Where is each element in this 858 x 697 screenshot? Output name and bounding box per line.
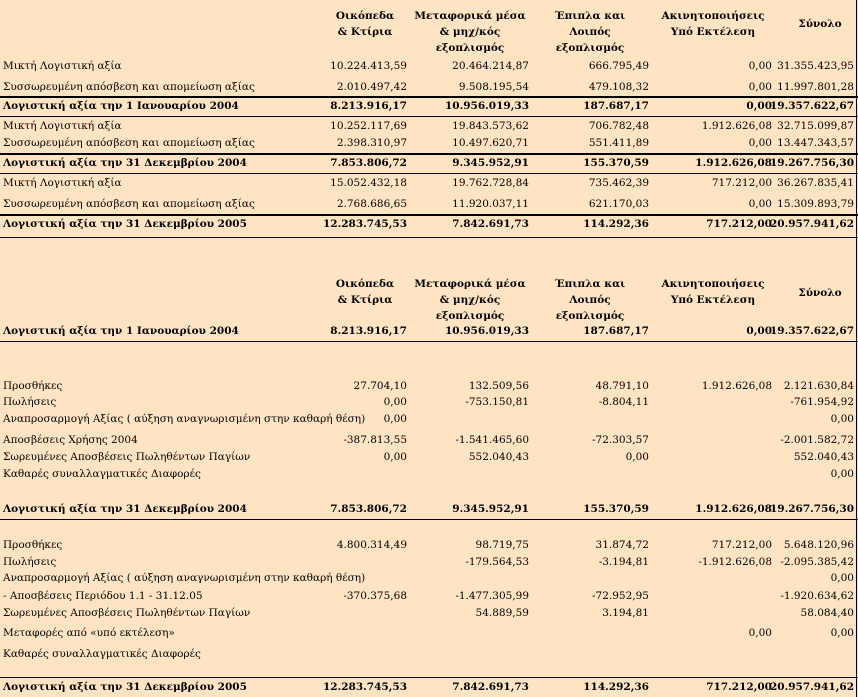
cell-value: 479.108,32 [588, 81, 649, 93]
cell-value: 4.800.314,49 [336, 539, 407, 551]
cell-value: -8.804,11 [598, 396, 649, 408]
row-label: Συσσωρευμένη απόσβεση και απομείωση αξίας [3, 81, 255, 93]
cell-value: -3.194,81 [598, 556, 649, 568]
cell-value: 10.956.019,33 [444, 100, 529, 112]
cell-value: 187.687,17 [583, 100, 649, 112]
cell-value: 15.309.893,79 [777, 198, 854, 210]
row-label: Σωρευμένες Αποσβέσεις Πωληθέντων Παγίων [3, 607, 251, 619]
cell-value: 2.121.630,84 [783, 380, 854, 392]
header-construction-in-progress: Ακινητοποιήσεις Υπό Εκτέλεση [661, 278, 765, 306]
row-label: Μικτή Λογιστική αξία [3, 60, 122, 72]
cell-value: 114.292,36 [583, 681, 649, 693]
cell-value: 1.912.626,08 [695, 157, 772, 169]
rule [0, 677, 858, 678]
cell-value: 7.842.691,73 [452, 681, 529, 693]
row-label: Λογιστική αξία την 31 Δεκεμβρίου 2005 [3, 218, 247, 230]
row-label: Λογιστική αξία την 31 Δεκεμβρίου 2004 [3, 503, 247, 515]
cell-value: 12.283.745,53 [322, 681, 407, 693]
cell-value: 0,00 [383, 451, 407, 463]
cell-value: 8.213.916,17 [330, 325, 407, 337]
cell-value: -370.375,68 [343, 590, 407, 602]
cell-value: 11.997.801,28 [777, 81, 854, 93]
cell-value: 58.084,40 [800, 607, 854, 619]
row-label: Πωλήσεις [3, 556, 57, 568]
row-label: Μικτή Λογιστική αξία [3, 120, 122, 132]
cell-value: 19.762.728,84 [452, 177, 529, 189]
row-label: Καθαρές συναλλαγματικές Διαφορές [3, 468, 201, 480]
cell-value: 7.853.806,72 [330, 157, 407, 169]
row-label: Λογιστική αξία την 1 Ιανουαρίου 2004 [3, 325, 239, 337]
rule [0, 96, 858, 98]
rule [0, 153, 858, 155]
row-label: Αναπροσαρμογή Αξίας ( αύξηση αναγνωρισμένη στην καθαρή θέση) [3, 413, 366, 425]
rule [0, 341, 858, 342]
cell-value: 0,00 [830, 627, 854, 639]
cell-value: 31.874,72 [595, 539, 649, 551]
cell-value: 0,00 [746, 325, 772, 337]
cell-value: 36.267.835,41 [777, 177, 854, 189]
cell-value: 717.212,00 [706, 218, 772, 230]
cell-value: 3.194,81 [602, 607, 649, 619]
row-label: Προσθήκες [3, 539, 63, 551]
cell-value: 15.052.432,18 [330, 177, 407, 189]
cell-value: 551.411,89 [588, 137, 649, 149]
cell-value: 2.010.497,42 [336, 81, 407, 93]
cell-value: 1.912.626,08 [695, 503, 772, 515]
cell-value: 1.912.626,08 [701, 380, 772, 392]
cell-value: 9.345.952,91 [452, 503, 529, 515]
row-label: Σωρευμένες Αποσβέσεις Πωληθέντων Παγίων [3, 451, 251, 463]
cell-value: -1.541.465,60 [455, 434, 529, 446]
header-total: Σύνολο [798, 18, 842, 30]
rule [0, 214, 858, 216]
cell-value: 0,00 [625, 451, 649, 463]
row-label: Μικτή Λογιστική αξία [3, 177, 122, 189]
cell-value: -72.952,95 [592, 590, 649, 602]
row-label: Πωλήσεις [3, 396, 57, 408]
row-label: Λογιστική αξία την 31 Δεκεμβρίου 2005 [3, 681, 247, 693]
cell-value: 114.292,36 [583, 218, 649, 230]
rule [0, 173, 858, 174]
rule [0, 237, 858, 238]
cell-value: 2.398.310,97 [336, 137, 407, 149]
header-land-buildings: Οικόπεδα & Κτίρια [335, 278, 395, 306]
cell-value: 19.843.573,62 [452, 120, 529, 132]
cell-value: 0,00 [748, 137, 772, 149]
cell-value: 31.355.423,95 [777, 60, 854, 72]
cell-value: 5.648.120,96 [783, 539, 854, 551]
cell-value: 10.497.620,71 [452, 137, 529, 149]
cell-value: 0,00 [748, 81, 772, 93]
cell-value: 717.212,00 [711, 539, 772, 551]
cell-value: 0,00 [830, 572, 854, 584]
cell-value: 0,00 [383, 396, 407, 408]
row-label: - Αποσβέσεις Περιόδου 1.1 - 31.12.05 [3, 590, 203, 602]
cell-value: 0,00 [830, 468, 854, 480]
header-construction-in-progress: Ακινητοποιήσεις Υπό Εκτέλεση [661, 10, 765, 38]
cell-value: -753.150,81 [465, 396, 529, 408]
cell-value: -2.095.385,42 [780, 556, 854, 568]
cell-value: 98.719,75 [475, 539, 529, 551]
cell-value: 1.912.626,08 [701, 120, 772, 132]
row-label: Συσσωρευμένη απόσβεση και απομείωση αξίας [3, 137, 255, 149]
header-vehicles-machinery: Μεταφορικά μέσα & μηχ/κός εξοπλισμός [414, 278, 526, 322]
cell-value: 10.956.019,33 [444, 325, 529, 337]
cell-value: 48.791,10 [595, 380, 649, 392]
cell-value: 155.370,59 [583, 157, 649, 169]
cell-value: 54.889,59 [475, 607, 529, 619]
cell-value: 20.957.941,62 [769, 218, 854, 230]
row-label: Λογιστική αξία την 1 Ιανουαρίου 2004 [3, 100, 239, 112]
cell-value: 10.252.117,69 [330, 120, 407, 132]
cell-value: 0,00 [746, 100, 772, 112]
cell-value: 717.212,00 [706, 681, 772, 693]
cell-value: 32.715.099,87 [777, 120, 854, 132]
cell-value: -1.477.305,99 [455, 590, 529, 602]
cell-value: 552.040,43 [793, 451, 854, 463]
cell-value: 0,00 [830, 413, 854, 425]
cell-value: 132.509,56 [468, 380, 529, 392]
cell-value: 717.212,00 [711, 177, 772, 189]
row-label: Καθαρές συναλλαγματικές Διαφορές [3, 648, 201, 660]
cell-value: 0,00 [748, 627, 772, 639]
row-label: Μεταφορές από «υπό εκτέλεση» [3, 627, 175, 639]
cell-value: 735.462,39 [588, 177, 649, 189]
cell-value: 12.283.745,53 [322, 218, 407, 230]
cell-value: 9.345.952,91 [452, 157, 529, 169]
cell-value: 20.957.941,62 [769, 681, 854, 693]
cell-value: 8.213.916,17 [330, 100, 407, 112]
cell-value: 10.224.413,59 [330, 60, 407, 72]
rule [0, 116, 858, 117]
cell-value: 27.704,10 [353, 380, 407, 392]
row-label: Λογιστική αξία την 31 Δεκεμβρίου 2004 [3, 157, 247, 169]
row-label: Προσθήκες [3, 380, 63, 392]
cell-value: 7.842.691,73 [452, 218, 529, 230]
row-label: Συσσωρευμένη απόσβεση και απομείωση αξίας [3, 198, 255, 210]
cell-value: 20.464.214,87 [452, 60, 529, 72]
cell-value: 155.370,59 [583, 503, 649, 515]
cell-value: 187.687,17 [583, 325, 649, 337]
cell-value: -1.912.626,08 [698, 556, 772, 568]
cell-value: 9.508.195,54 [458, 81, 529, 93]
row-label: Αποσβέσεις Χρήσης 2004 [3, 434, 138, 446]
cell-value: 7.853.806,72 [330, 503, 407, 515]
header-land-buildings: Οικόπεδα & Κτίρια [335, 10, 395, 38]
header-furniture-equipment: Έπιπλα και Λοιπός εξοπλισμός [554, 278, 626, 322]
row-label: Αναπροσαρμογή Αξίας ( αύξηση αναγνωρισμένη στην καθαρή θέση) [3, 572, 366, 584]
cell-value: -2.001.582,72 [780, 434, 854, 446]
cell-value: 0,00 [748, 198, 772, 210]
cell-value: 706.782,48 [588, 120, 649, 132]
cell-value: 19.267.756,30 [769, 503, 854, 515]
header-furniture-equipment: Έπιπλα και Λοιπός εξοπλισμός [554, 10, 626, 54]
cell-value: 621.170,03 [588, 198, 649, 210]
cell-value: 0,00 [748, 60, 772, 72]
header-total: Σύνολο [798, 287, 842, 299]
cell-value: -179.564,53 [465, 556, 529, 568]
cell-value: -387.813,55 [343, 434, 407, 446]
cell-value: -1.920.634,62 [780, 590, 854, 602]
cell-value: 19.267.756,30 [769, 157, 854, 169]
cell-value: 11.920.037,11 [452, 198, 529, 210]
cell-value: -761.954,92 [790, 396, 854, 408]
cell-value: 552.040,43 [468, 451, 529, 463]
cell-value: 2.768.686,65 [336, 198, 407, 210]
cell-value: 666.795,49 [588, 60, 649, 72]
right-border [856, 0, 857, 697]
cell-value: 19.357.622,67 [769, 325, 854, 337]
cell-value: 13.447.343,57 [777, 137, 854, 149]
header-vehicles-machinery: Μεταφορικά μέσα & μηχ/κός εξοπλισμός [414, 10, 526, 54]
cell-value: -72.303,57 [592, 434, 649, 446]
cell-value: 19.357.622,67 [769, 100, 854, 112]
rule [0, 519, 858, 520]
cell-value: 0,00 [383, 413, 407, 425]
